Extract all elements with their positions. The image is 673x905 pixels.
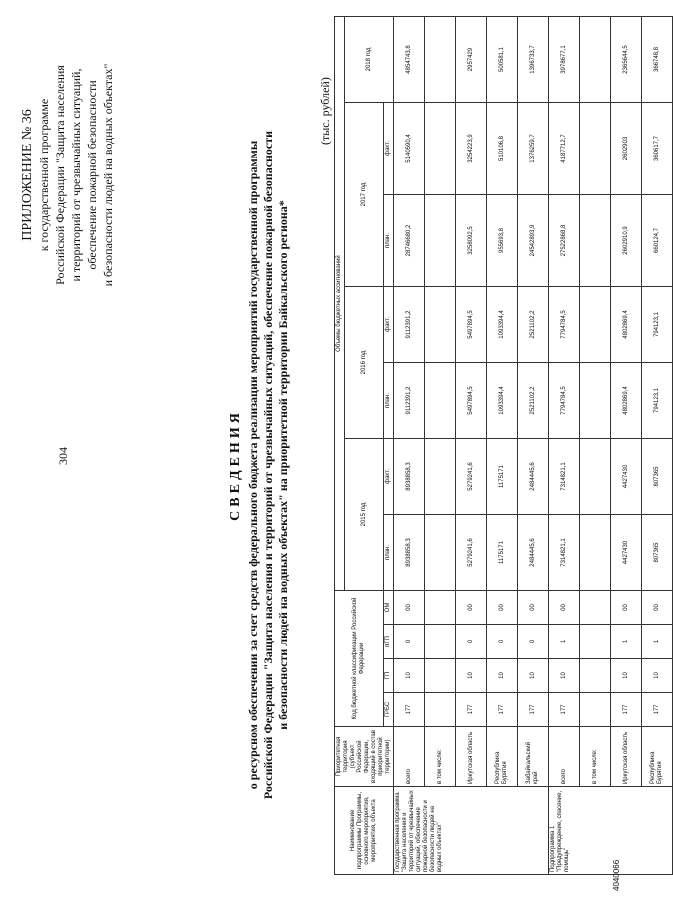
header-year-2015: 2015 год [345, 439, 384, 591]
cell-grbs: 177 [549, 693, 580, 727]
appendix-heading: ПРИЛОЖЕНИЕ № 36 [20, 109, 35, 241]
cell-p2015: 7314821,1 [549, 515, 580, 591]
cell-om: 00 [611, 591, 642, 625]
cell-gp: 10 [487, 659, 518, 693]
cell-p2017: 28746680,2 [394, 195, 425, 287]
cell-p2015: 807365 [642, 515, 673, 591]
cell-p2016: 1093394,4 [487, 363, 518, 439]
appendix-block [20, 5, 116, 345]
cell-f2017 [580, 103, 611, 195]
row-territory: Республика Бурятия [642, 727, 673, 787]
cell-om [580, 591, 611, 625]
row-territory: Республика Бурятия [487, 727, 518, 787]
cell-gp: 10 [394, 659, 425, 693]
cell-p2018 [580, 17, 611, 103]
cell-p2018: 4854743,8 [394, 17, 425, 103]
table-row [456, 17, 487, 875]
cell-p2015: 1175171 [487, 515, 518, 591]
cell-pgp [580, 625, 611, 659]
table-row [425, 17, 456, 875]
cell-f2015: 1175171 [487, 439, 518, 515]
cell-om: 00 [456, 591, 487, 625]
cell-pgp: 0 [456, 625, 487, 659]
subtitle-line: и безопасности людей на водных объектах" на приоритетной территории Байкальского региона* [276, 200, 290, 730]
cell-p2017: 2602910,9 [611, 195, 642, 287]
cell-p2016: 5497894,5 [456, 363, 487, 439]
cell-om: 00 [518, 591, 549, 625]
document-subtitle [246, 85, 291, 845]
cell-p2018 [425, 17, 456, 103]
cell-p2017 [580, 195, 611, 287]
appendix-line: к государственной программе [37, 98, 51, 252]
cell-f2016 [580, 287, 611, 363]
cell-f2015: 4427430 [611, 439, 642, 515]
header-year-2017: 2017 год [345, 103, 384, 287]
cell-grbs [580, 693, 611, 727]
cell-p2018: 2957429 [456, 17, 487, 103]
document-code: 4040066 [612, 859, 621, 891]
row-territory: Забайкальский край [518, 727, 549, 787]
cell-gp: 10 [549, 659, 580, 693]
cell-f2016: 1093394,4 [487, 287, 518, 363]
header-fact: факт. [384, 103, 394, 195]
header-plan: план. [384, 363, 394, 439]
cell-f2015: 2484445,6 [518, 439, 549, 515]
cell-f2016: 794123,1 [642, 287, 673, 363]
cell-f2017: 360617,7 [642, 103, 673, 195]
cell-f2016: 7794784,5 [549, 287, 580, 363]
cell-p2017 [425, 195, 456, 287]
table-row [518, 17, 549, 875]
row-territory: Иркутская область [611, 727, 642, 787]
cell-p2015: 8938858,3 [394, 515, 425, 591]
appendix-line: обеспечение пожарной безопасности [85, 80, 99, 270]
cell-om: 00 [394, 591, 425, 625]
cell-grbs: 177 [611, 693, 642, 727]
cell-pgp: 0 [394, 625, 425, 659]
cell-grbs: 177 [487, 693, 518, 727]
cell-gp: 10 [456, 659, 487, 693]
cell-f2017: 1376259,7 [518, 103, 549, 195]
cell-f2015: 8938858,3 [394, 439, 425, 515]
cell-grbs: 177 [518, 693, 549, 727]
cell-p2016: 7794784,5 [549, 363, 580, 439]
cell-pgp: 1 [611, 625, 642, 659]
header-volumes: Объемы бюджетных ассигнований [335, 17, 345, 591]
header-fact: факт. [384, 287, 394, 363]
header-budget-code: Код бюджетной классификации Российской Федерации [335, 591, 384, 727]
cell-p2016: 4802869,4 [611, 363, 642, 439]
table-row [394, 17, 425, 875]
header-plan: план. [384, 195, 394, 287]
cell-pgp: 0 [518, 625, 549, 659]
cell-p2016 [425, 363, 456, 439]
row-territory: в том числе: [580, 727, 611, 787]
cell-om: 00 [487, 591, 518, 625]
cell-f2016 [425, 287, 456, 363]
cell-pgp: 0 [487, 625, 518, 659]
cell-p2016: 794123,1 [642, 363, 673, 439]
cell-p2016: 9112391,2 [394, 363, 425, 439]
cell-gp: 10 [642, 659, 673, 693]
cell-p2015: 5279241,6 [456, 515, 487, 591]
subtitle-line: о ресурсном обеспечении за счет средств федерального бюджета реализации мероприятий государственной программы [246, 140, 260, 790]
cell-gp [580, 659, 611, 693]
cell-pgp: 1 [642, 625, 673, 659]
cell-p2017: 27522868,8 [549, 195, 580, 287]
header-year-2016: 2016 год [345, 287, 384, 439]
cell-f2015: 807365 [642, 439, 673, 515]
page-number: 304 [56, 447, 70, 465]
row-territory: всего [549, 727, 580, 787]
cell-p2016: 2521102,2 [518, 363, 549, 439]
cell-om: 00 [549, 591, 580, 625]
header-territory: Приоритетная территория (субъект Российской Федерации, входящий в состав приоритетной территории) [335, 727, 394, 787]
header-fact: факт. [384, 439, 394, 515]
units-label: (тыс. рублей) [318, 77, 332, 145]
cell-p2018: 366748,8 [642, 17, 673, 103]
table-header [335, 17, 394, 875]
cell-om [425, 591, 456, 625]
cell-f2017 [425, 103, 456, 195]
cell-f2016: 2521102,2 [518, 287, 549, 363]
cell-p2018: 3978677,1 [549, 17, 580, 103]
header-gp: ГП [384, 659, 394, 693]
cell-p2015: 4427430 [611, 515, 642, 591]
cell-p2017: 660124,7 [642, 195, 673, 287]
document-title: СВЕДЕНИЯ [228, 409, 243, 521]
cell-om: 00 [642, 591, 673, 625]
subtitle-line: Российской Федерации "Защита населения и территорий от чрезвычайных ситуаций, обеспечение пожарной безопасности [261, 130, 275, 800]
cell-p2015 [580, 515, 611, 591]
cell-p2015: 2484445,6 [518, 515, 549, 591]
cell-gp [425, 659, 456, 693]
cell-pgp [425, 625, 456, 659]
row-territory: всего [394, 727, 425, 787]
header-grbs: ГРБС [384, 693, 394, 727]
header-name: Наименование подпрограммы Программы, основного мероприятия, мероприятия, объекта [335, 787, 394, 875]
cell-f2015 [580, 439, 611, 515]
cell-grbs [425, 693, 456, 727]
cell-p2018: 1396733,7 [518, 17, 549, 103]
cell-f2016: 4802869,4 [611, 287, 642, 363]
cell-p2017: 24542893,9 [518, 195, 549, 287]
cell-f2017: 510106,8 [487, 103, 518, 195]
table-row [487, 17, 518, 875]
row-program-name: Подпрограмма 1 "Предупреждение, спасение, помощь" [549, 787, 673, 875]
appendix-line: и безопасности людей на водных объектах" [101, 63, 115, 287]
cell-f2015: 5279241,6 [456, 439, 487, 515]
cell-grbs: 177 [394, 693, 425, 727]
cell-pgp: 1 [549, 625, 580, 659]
table-row [611, 17, 642, 875]
row-program-name: Государственная программа "Защита населения и территорий от чрезвычайных ситуаций, обеспечение пожарной безопасности и безопасности людей на водных объектах" [394, 787, 549, 875]
cell-p2017: 955693,8 [487, 195, 518, 287]
cell-p2017: 3258092,5 [456, 195, 487, 287]
cell-f2015 [425, 439, 456, 515]
row-territory: Иркутская область [456, 727, 487, 787]
cell-f2017: 2602903 [611, 103, 642, 195]
cell-gp: 10 [611, 659, 642, 693]
cell-p2015 [425, 515, 456, 591]
cell-grbs: 177 [642, 693, 673, 727]
cell-f2016: 9112391,2 [394, 287, 425, 363]
cell-p2018: 500581,1 [487, 17, 518, 103]
row-territory: в том числе: [425, 727, 456, 787]
header-om: ОМ [384, 591, 394, 625]
table-row [580, 17, 611, 875]
header-year-2018: 2018 год [345, 17, 394, 103]
header-plan: план. [384, 515, 394, 591]
cell-grbs: 177 [456, 693, 487, 727]
cell-f2015: 7314821,1 [549, 439, 580, 515]
table-row [549, 17, 580, 875]
cell-gp: 10 [518, 659, 549, 693]
cell-p2016 [580, 363, 611, 439]
cell-f2017: 3254223,9 [456, 103, 487, 195]
appendix-line: Российской Федерации "Защита населения [53, 65, 67, 285]
appendix-line: и территорий от чрезвычайных ситуаций, [69, 68, 83, 282]
table-row [642, 17, 673, 875]
cell-f2017: 4187712,7 [549, 103, 580, 195]
cell-f2016: 5497894,5 [456, 287, 487, 363]
cell-p2018: 2365644,5 [611, 17, 642, 103]
header-pgp: пГП [384, 625, 394, 659]
budget-table [334, 16, 673, 875]
cell-f2017: 5140590,4 [394, 103, 425, 195]
table-body [394, 17, 673, 875]
